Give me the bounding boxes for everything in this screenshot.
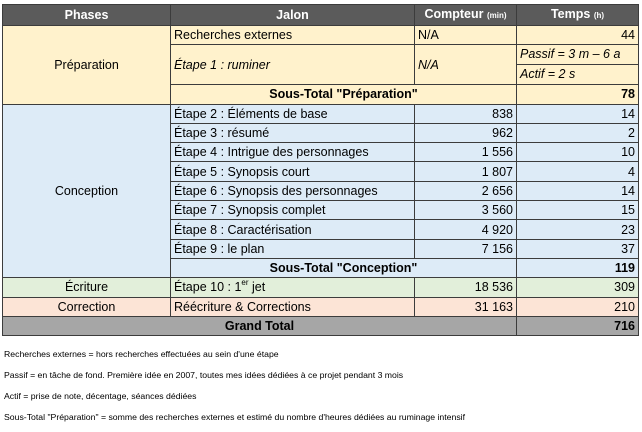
footnote: Sous-Total "Préparation" = somme des recherches externes et estimé du nombre d'heures dédiées au ruminage intensif [4, 412, 466, 422]
temps-cell: 10 [517, 143, 639, 162]
footnote: Passif = en tâche de fond. Première idée en 2007, toutes mes idées dédiées à ce projet pendant 3 mois [4, 370, 404, 380]
table-row [3, 104, 639, 123]
jalon-cell: Étape 7 : Synopsis complet [171, 201, 415, 220]
compteur-cell: 4 920 [415, 220, 517, 239]
temps-cell: 210 [517, 297, 639, 316]
compteur-cell: 838 [415, 104, 517, 123]
compteur-cell: 18 536 [415, 278, 517, 297]
header-row [3, 5, 639, 26]
jalon-cell: Étape 2 : Éléments de base [171, 104, 415, 123]
grand-total-value: 716 [517, 316, 639, 335]
temps-cell: 14 [517, 104, 639, 123]
compteur-cell: 3 560 [415, 201, 517, 220]
header-temps [517, 5, 639, 26]
subtotal-value: 78 [517, 85, 639, 104]
compteur-cell: 2 656 [415, 181, 517, 200]
compteur-cell: N/A [415, 26, 517, 45]
header-temps-label: Temps [550, 7, 591, 21]
jalon-cell: Recherches externes [171, 26, 415, 45]
compteur-cell: 1 807 [415, 162, 517, 181]
jalon-cell: Étape 6 : Synopsis des personnages [171, 181, 415, 200]
temps-cell: 14 [517, 181, 639, 200]
jalon-cell: Étape 9 : le plan [171, 239, 415, 258]
jalon-cell: Étape 5 : Synopsis court [171, 162, 415, 181]
temps-cell: 37 [517, 239, 639, 258]
jalon-cell: Étape 4 : Intrigue des personnages [171, 143, 415, 162]
jalon-cell: Réécriture & Corrections [171, 297, 415, 316]
subtotal-value: 119 [517, 258, 639, 277]
temps-actif: Actif = 2 s [520, 67, 576, 82]
table-row [3, 297, 639, 316]
temps-cell-split [517, 45, 639, 85]
grand-total-label: Grand Total [3, 316, 517, 335]
phase-preparation: Préparation [3, 26, 171, 105]
temps-passif: Passif = 3 m – 6 a [517, 45, 638, 65]
subtotal-label: Sous-Total "Préparation" [171, 85, 517, 104]
table-row [3, 26, 639, 45]
grand-total-row [3, 316, 639, 335]
compteur-cell: 962 [415, 123, 517, 142]
temps-cell: 44 [517, 26, 639, 45]
jalon-cell: Étape 8 : Caractérisation [171, 220, 415, 239]
temps-cell: 15 [517, 201, 639, 220]
compteur-cell: 31 163 [415, 297, 517, 316]
jalon-cell: Étape 1 : ruminer [171, 45, 415, 85]
temps-cell: 4 [517, 162, 639, 181]
header-compteur-label: Compteur [424, 7, 484, 21]
header-temps-unit: (h) [593, 11, 605, 20]
temps-cell: 23 [517, 220, 639, 239]
temps-cell: 309 [517, 278, 639, 297]
compteur-cell: 1 556 [415, 143, 517, 162]
phase-conception: Conception [3, 104, 171, 278]
footnotes [4, 348, 465, 432]
jalon-cell: Étape 3 : résumé [171, 123, 415, 142]
header-compteur-unit: (min) [486, 11, 507, 20]
phases-table [2, 4, 639, 336]
header-compteur [415, 5, 517, 26]
compteur-cell: 7 156 [415, 239, 517, 258]
footnote: Actif = prise de note, décentage, séances dédiées [4, 391, 197, 401]
jalon-cell [171, 278, 415, 297]
header-jalon: Jalon [171, 5, 415, 26]
footnote: Recherches externes = hors recherches effectuées au sein d'une étape [4, 349, 279, 359]
header-phases: Phases [3, 5, 171, 26]
subtotal-label: Sous-Total "Conception" [171, 258, 517, 277]
temps-cell: 2 [517, 123, 639, 142]
compteur-cell: N/A [415, 45, 517, 85]
jalon-sup: er [241, 278, 249, 288]
phase-ecriture: Écriture [3, 278, 171, 297]
jalon-prefix: Étape 10 : 1 [174, 280, 242, 295]
jalon-suffix: jet [248, 280, 266, 295]
table-row [3, 278, 639, 297]
phase-correction: Correction [3, 297, 171, 316]
